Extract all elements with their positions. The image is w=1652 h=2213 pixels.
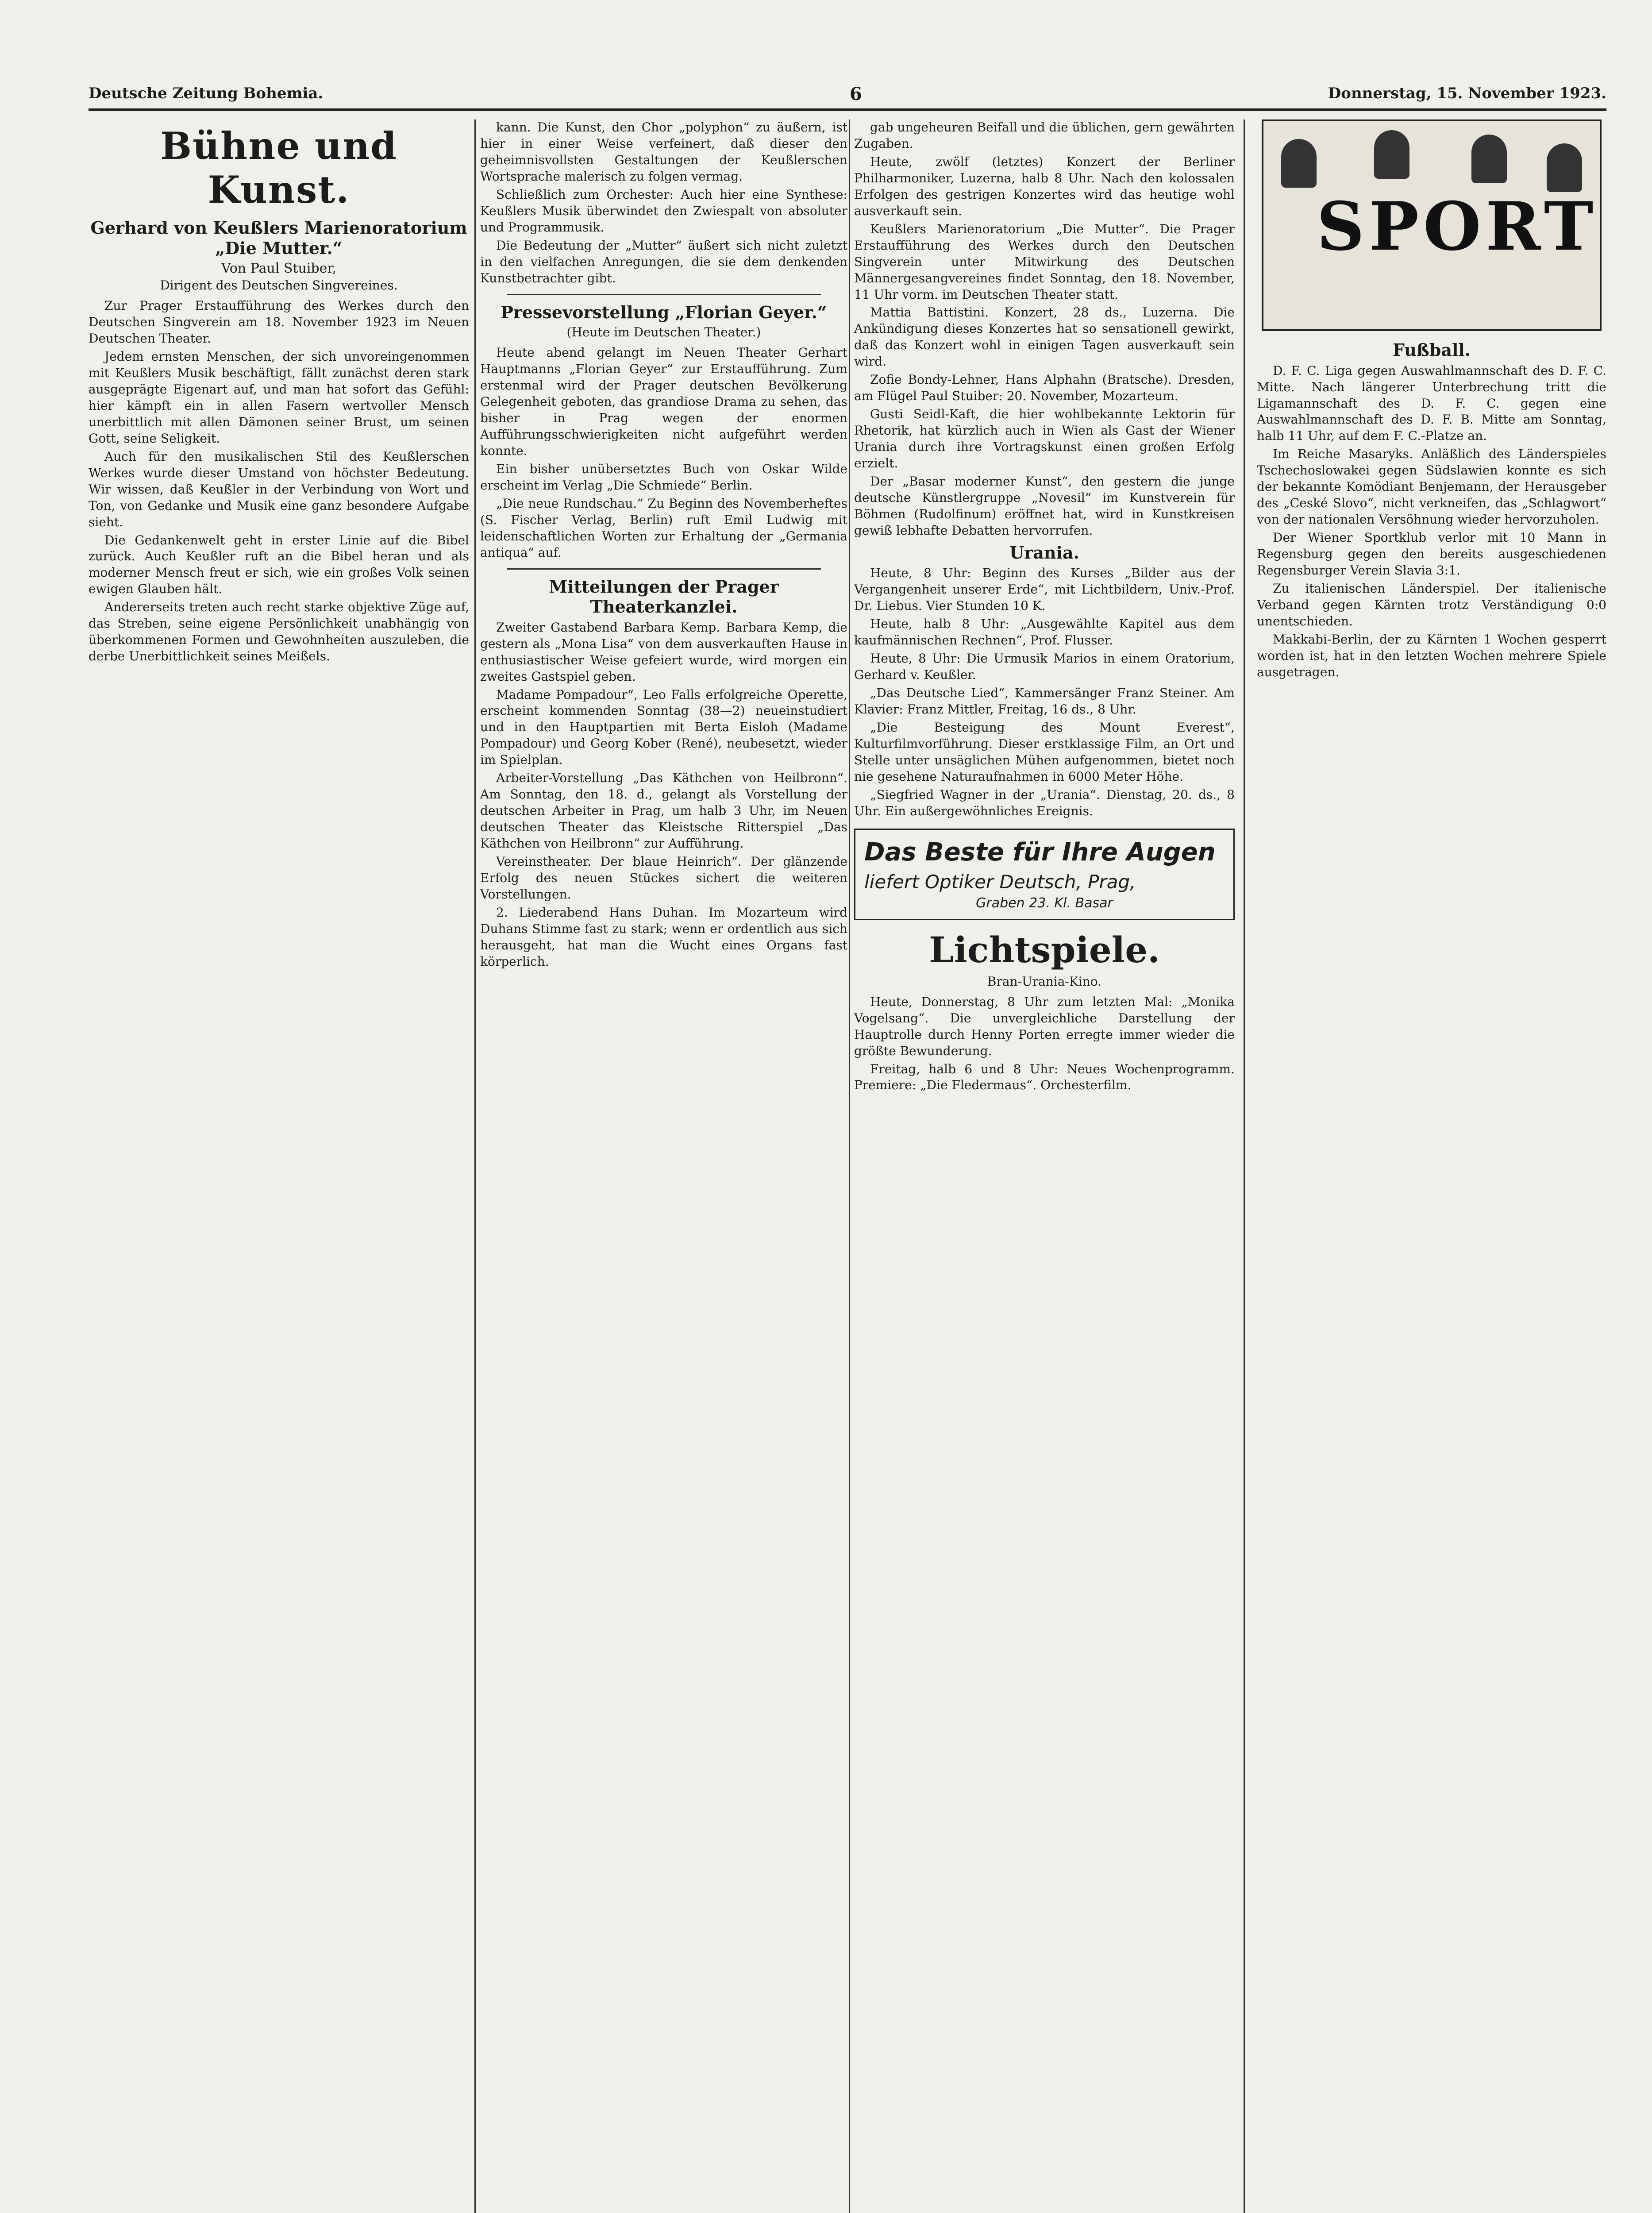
paragraph: Andererseits treten auch recht starke objektive Züge auf, das Streben, seine eigene Persönlichkeit unabhängig von überkommenen Formen und Gewohnheiten auszuleben, die derbe Unerbittlichkeit seines Meißels.: [89, 600, 469, 664]
cinema-section-title: Lichtspiele.: [929, 929, 1160, 971]
paragraph: Schließlich zum Orchester: Auch hier eine Synthese: Keußlers Musik überwindet den Zwiespalt von absoluter und Programmusik.: [480, 187, 847, 235]
paragraph: Keußlers Marienoratorium „Die Mutter“. Die Prager Erstaufführung des Werkes durch den Deutschen Singverein unter Mitwirkung des Deutschen Männergesangvereines findet Sonntag, den 18. November, 11 Uhr vorm. im Deutschen Theater statt.: [854, 221, 1235, 302]
paragraph: gab ungeheuren Beifall und die üblichen, gern gewährten Zugaben.: [854, 120, 1235, 151]
paragraph: Madame Pompadour“, Leo Falls erfolgreiche Operette, erscheint kommenden Sonntag (38—2) neueinstudiert und in den Hauptpartien mit Berta Eisloh (Madame Pompadour) und Georg Kober (René), neubesetzt, wieder im Spielplan.: [480, 687, 847, 767]
paragraph: Die Gedankenwelt geht in erster Linie auf die Bibel zurück. Auch Keußler ruft an die Bibel heran und als moderner Mensch freut er sich, wie ein großes Volk seinen ewigen Glauben hält.: [89, 532, 469, 597]
paragraph: Freitag, halb 6 und 8 Uhr: Neues Wochenprogramm. Premiere: „Die Fledermaus“. Orchesterfilm.: [854, 1061, 1235, 1093]
paragraph: Arbeiter-Vorstellung „Das Käthchen von Heilbronn“. Am Sonntag, den 18. d., gelangt als Vorstellung der deutschen Arbeiter in Prag, um halb 3 Uhr, im Neuen deutschen Theater das Kleistsche Ritterspiel „Das Käthchen von Heilbronn“ zur Aufführung.: [480, 771, 847, 851]
ad-address: Graben 23. Kl. Basar: [976, 895, 1113, 911]
article-title: Mitteilungen der Prager Theaterkanzlei.: [549, 576, 779, 617]
article-title: Pressevorstellung „Florian Geyer.“: [501, 302, 827, 322]
paragraph: Zofie Bondy-Lehner, Hans Alphahn (Bratsche). Dresden, am Flügel Paul Stuiber: 20. November, Mozarteum.: [854, 372, 1235, 404]
paragraph: Heute, halb 8 Uhr: „Ausgewählte Kapitel aus dem kaufmännischen Rechnen“, Prof. Flusser.: [854, 617, 1235, 648]
paragraph: „Die neue Rundschau.“ Zu Beginn des Novemberheftes (S. Fischer Verlag, Berlin) ruft Emil Ludwig mit leidenschaftlichen Worten zur Erhaltung der „Germania antiqua“ auf.: [480, 496, 847, 560]
sport-label: SPORT: [1317, 188, 1598, 266]
section-title: Fußball.: [1392, 340, 1471, 360]
paragraph: Im Reiche Masaryks. Anläßlich des Länderspieles Tschechoslowakei gegen Südslawien konnte es sich der bekannte Komödiant Benjemann, der Herausgeber des „Ceské Slovo“, nicht verkneifen, das „Schlagwort“ von der nationalen Versöhnung wieder hervorzuholen.: [1257, 447, 1606, 527]
column-2: [480, 120, 847, 2213]
athlete-figure: [1374, 130, 1409, 179]
article-subtitle: (Heute im Deutschen Theater.): [566, 325, 761, 340]
paragraph: Der „Basar moderner Kunst“, den gestern die junge deutsche Künstlergruppe „Novesil“ im Kunstverein für Böhmen (Rudolfinum) eröffnet hat, wird in Kunstkreisen gewiß lebhafte Debatten hervorrufen.: [854, 474, 1235, 538]
paragraph: Der Wiener Sportklub verlor mit 10 Mann in Regensburg gegen den bereits ausgeschiedenen Regensburger Verein Slavia 3:1.: [1257, 530, 1606, 578]
paragraph: Makkabi-Berlin, der zu Kärnten 1 Wochen gesperrt worden ist, hat in den letzten Wochen mehrere Spiele ausgetragen.: [1257, 632, 1606, 679]
divider: [507, 294, 821, 295]
paragraph: Zu italienischen Länderspiel. Der italienische Verband gegen Kärnten trotz Verständigung 0:0 unentschieden.: [1257, 581, 1606, 628]
article-title: Urania.: [1009, 542, 1079, 563]
paragraph: Die Bedeutung der „Mutter“ äußert sich nicht zuletzt in den vielfachen Anregungen, die sie dem denkenden Kunstbetrachter gibt.: [480, 238, 847, 285]
divider: [507, 568, 821, 570]
paragraph: Heute, zwölf (letztes) Konzert der Berliner Philharmoniker, Luzerna, halb 8 Uhr. Nach den kolossalen Erfolgen des gestrigen Konzertes wird das heutige wohl ausverkauft sein.: [854, 154, 1235, 218]
ad-company: liefert Optiker Deutsch, Prag,: [864, 871, 1136, 893]
header-date: Donnerstag, 15. November 1923.: [1328, 85, 1606, 102]
cinema-subtitle: Bran-Urania-Kino.: [987, 974, 1102, 989]
ad-headline: Das Beste für Ihre Augen: [864, 837, 1216, 867]
paragraph: „Die Besteigung des Mount Everest“, Kulturfilmvorführung. Dieser erstklassige Film, an Ort und Stelle unter unsäglichen Mühen aufgenommen, bietet noch nie gesehene Naturaufnahmen in 6000 Meter Höhe.: [854, 720, 1235, 784]
paragraph: Zweiter Gastabend Barbara Kemp. Barbara Kemp, die gestern als „Mona Lisa“ von dem ausverkauften Hause in enthusiastischer Weise gefeiert wurde, wird morgen ein zweites Gastspiel geben.: [480, 620, 847, 684]
column-4: [1257, 120, 1606, 2213]
page-header: [89, 82, 1606, 111]
paragraph: Auch für den musikalischen Stil des Keußlerschen Werkes wurde dieser Umstand von höchster Bedeutung. Wir wissen, daß Keußler in der Verbindung von Wort und Ton, von Gedanke und Musik eine ganz besondere Aufgabe sieht.: [89, 449, 469, 529]
paragraph: Zur Prager Erstaufführung des Werkes durch den Deutschen Singverein am 18. November 1923 im Neuen Deutschen Theater.: [89, 298, 469, 346]
column-divider: [1244, 120, 1245, 2213]
paragraph: Heute, 8 Uhr: Beginn des Kurses „Bilder aus der Vergangenheit unserer Erde“, mit Lichtbildern, Univ.-Prof. Dr. Liebus. Vier Stunden 10 K.: [854, 566, 1235, 613]
paragraph: Vereinstheater. Der blaue Heinrich“. Der glänzende Erfolg des neuen Stückes sichert die weiteren Vorstellungen.: [480, 854, 847, 902]
paragraph: „Das Deutsche Lied“, Kammersänger Franz Steiner. Am Klavier: Franz Mittler, Freitag, 16 ds., 8 Uhr.: [854, 686, 1235, 717]
header-page-number: 6: [850, 84, 862, 104]
section-title: Bühne und Kunst.: [160, 124, 397, 212]
column-divider: [474, 120, 476, 2213]
athlete-figure: [1281, 139, 1317, 188]
athlete-figure: [1547, 143, 1582, 192]
paragraph: Mattia Battistini. Konzert, 28 ds., Luzerna. Die Ankündigung dieses Konzertes hat so sensationell gewirkt, daß das Konzert wohl in einigen Tagen ausverkauft sein wird.: [854, 305, 1235, 369]
paragraph: „Siegfried Wagner in der „Urania“. Dienstag, 20. ds., 8 Uhr. Ein außergewöhnliches Ereignis.: [854, 787, 1235, 818]
paragraph: Heute, 8 Uhr: Die Urmusik Marios in einem Oratorium, Gerhard v. Keußler.: [854, 651, 1235, 682]
paragraph: 2. Liederabend Hans Duhan. Im Mozarteum wird Duhans Stimme fast zu stark; wenn er ordentlich aus sich herausgeht, hat man die Wucht eines Organs fast körperlich.: [480, 905, 847, 969]
sport-illustration: [1262, 120, 1602, 331]
byline-role: Dirigent des Deutschen Singvereines.: [160, 278, 398, 293]
paragraph: Ein bisher unübersetztes Buch von Oskar Wilde erscheint im Verlag „Die Schmiede“ Berlin.: [480, 461, 847, 493]
column-1: [89, 120, 469, 2213]
paragraph: D. F. C. Liga gegen Auswahlmannschaft des D. F. C. Mitte. Nach längerer Unterbrechung tritt die Ligamannschaft des D. F. C. gegen eine Auswahlmannschaft des D. F. B. Mitte am Sonntag, halb 11 Uhr, auf dem F. C.-Platze an.: [1257, 363, 1606, 443]
paragraph: Jedem ernsten Menschen, der sich unvoreingenommen mit Keußlers Musik beschäftigt, fällt zunächst deren stark ausgeprägte Eigenart auf, und man hat sofort das Gefühl: hier kämpft ein in allen Fasern wertvoller Mensch unerbittlich mit allen Dämonen seiner Brust, um seinen Gott, seine Seligkeit.: [89, 349, 469, 446]
advertisement: [854, 829, 1235, 920]
byline: Von Paul Stuiber,: [221, 261, 337, 277]
paragraph: Heute abend gelangt im Neuen Theater Gerhart Hauptmanns „Florian Geyer“ zur Erstaufführung. Zum erstenmal wird der Prager deutschen Bevölkerung Gelegenheit geboten, das grandiose Drama zu sehen, das bisher in Prag wegen der enormen Aufführungsschwierigkeiten nicht aufgeführt werden konnte.: [480, 345, 847, 458]
header-newspaper-name: Deutsche Zeitung Bohemia.: [89, 85, 323, 102]
paragraph: kann. Die Kunst, den Chor „polyphon“ zu äußern, ist hier in einer Weise verfeinert, daß dieser den geheimnisvollsten Gestaltungen der Keußlerschen Wortsprache malerisch zu folgen vermag.: [480, 120, 847, 184]
athlete-figure: [1471, 135, 1507, 183]
paragraph: Gusti Seidl-Kaft, die hier wohlbekannte Lektorin für Rhetorik, hat kürzlich auch in Wien als Gast der Wiener Urania durch ihre Vortragskunst einen großen Erfolg erzielt.: [854, 407, 1235, 471]
column-divider: [849, 120, 850, 2213]
article-title: Gerhard von Keußlers Marienoratorium „Die Mutter.“: [90, 218, 467, 258]
paragraph: Heute, Donnerstag, 8 Uhr zum letzten Mal: „Monika Vogelsang“. Die unvergleichliche Darstellung der Hauptrolle durch Henny Porten erregte immer wieder die größte Bewunderung.: [854, 994, 1235, 1058]
column-3: [854, 120, 1235, 2213]
